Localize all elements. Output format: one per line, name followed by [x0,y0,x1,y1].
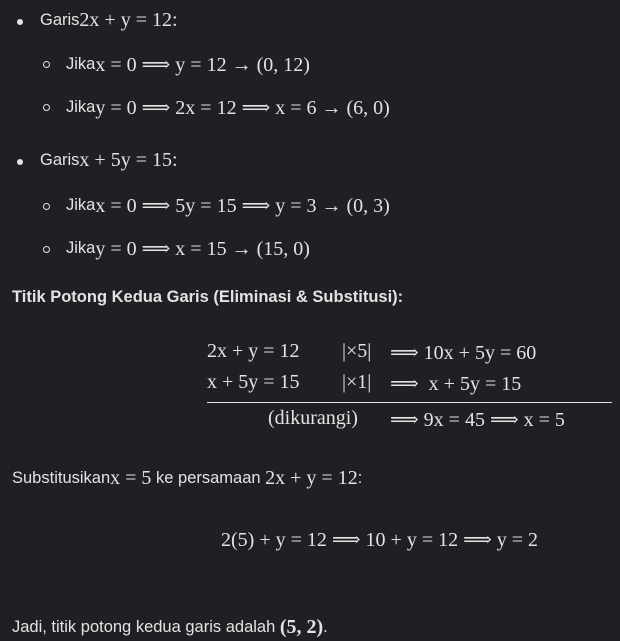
bullet [17,159,23,165]
system-result-label: (dikurangi) [268,407,358,429]
math-eq-2a: x = 0 ⟹ 5y = 15 ⟹ y = 3 → (0, 3) [95,195,390,217]
section-heading [12,288,403,307]
sub-bullet [43,203,50,210]
subtraction-line [207,402,612,403]
text-ke-persamaan: ke persamaan [151,469,266,487]
math-eq-1b: y = 0 ⟹ 2x = 12 ⟹ x = 6 → (6, 0) [95,97,390,119]
system-eq1-mult: |×5| [342,340,372,362]
sub-bullet [43,246,50,253]
system-result-right: ⟹ 9x = 45 ⟹ x = 5 [390,409,565,431]
system-eq2-right: ⟹ x + 5y = 15 [390,373,522,395]
line-garis-2 [40,149,178,172]
substitution-sentence [12,467,362,490]
conclusion-sentence [12,616,328,639]
text-jika: Jika [66,98,96,116]
conclusion-text: Jadi, titik potong kedua garis adalah [12,618,280,636]
text-jika: Jika [66,55,96,73]
sub-bullet [43,61,50,68]
line-garis-1 [40,9,178,32]
substitution-equation: 2(5) + y = 12 ⟹ 10 + y = 12 ⟹ y = 2 [221,529,539,551]
line-garis-2-x0 [66,193,390,218]
sub-bullet [43,104,50,111]
conclusion-point: (5, 2) [279,616,324,638]
math-eq-1: 2x + y = 12: [79,9,178,31]
math-x5: x = 5 [110,467,152,489]
math-eq-sub: 2x + y = 12 [265,467,358,489]
line-garis-1-x0 [66,52,310,77]
text-colon: : [357,469,363,487]
bullet [17,19,23,25]
math-eq-2b: y = 0 ⟹ x = 15 → (15, 0) [95,238,310,260]
text-garis: Garis [40,151,80,169]
text-garis: Garis [40,11,80,29]
system-eq2-mult: |×1| [342,371,372,393]
system-eq1-left: 2x + y = 12 [207,340,300,362]
system-eq2-left: x + 5y = 15 [207,371,300,393]
conclusion-period: . [323,618,328,636]
line-garis-2-y0 [66,236,310,261]
text-jika: Jika [66,239,96,257]
line-garis-1-y0 [66,95,390,120]
system-eq1-right: ⟹ 10x + 5y = 60 [390,342,537,364]
math-eq-2: x + 5y = 15: [79,149,178,171]
heading-text: Titik Potong Kedua Garis (Eliminasi & Substitusi): [12,288,404,306]
text-substitusikan: Substitusikan [12,469,111,487]
text-jika: Jika [66,196,96,214]
math-eq-1a: x = 0 ⟹ y = 12 → (0, 12) [95,54,310,76]
